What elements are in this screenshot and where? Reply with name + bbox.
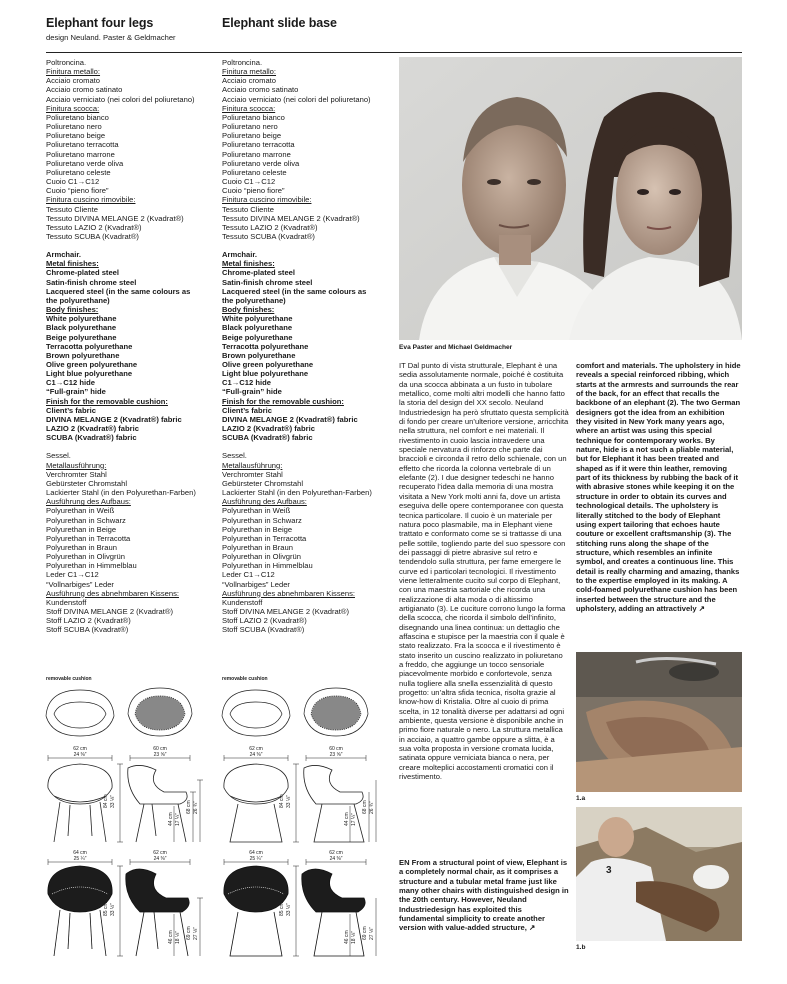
spec-item: the polyurethane): [222, 295, 286, 305]
spec-item: Polyurethan in Weiß: [46, 506, 115, 516]
text-english: EN From a structural point of view, Elephant is a completely normal chair, as it comprises a structure and a tubular metal frame just like many other chairs with distinguished design in the 20th century. However, Neuland Industriedesign has exploited this fundamental simplicity to create another version with value-added structure, ↗: [399, 858, 569, 933]
spec-item: Lackierter Stahl (in den Polyurethan-Farben): [222, 488, 372, 498]
spec-item: Polyurethan in Terracotta: [222, 533, 307, 543]
title-right: Elephant slide base: [222, 16, 337, 30]
workshop-photo-1b: [576, 807, 742, 941]
spec-item: Armchair.: [46, 250, 82, 260]
spec-item: Leder C1→C12: [46, 570, 99, 580]
spec-item: Beige polyurethane: [46, 332, 117, 342]
spec-heading: Ausführung des abnehmbaren Kissens:: [222, 588, 355, 598]
spec-item: Poliuretano marrone: [46, 149, 115, 159]
photo-label-1b: 1.b: [576, 944, 586, 951]
removable-cushion-label-left: removable cushion: [46, 676, 92, 682]
dim-height-total-r-in: 33 ⅛”: [286, 795, 292, 808]
text-italian-body: IT Dal punto di vista strutturale, Elephant è una sedia assolutamente normale, poiché è costituita da una scocca abbinata a un fusto in tubolare metallico, come molti altri modelli che hanno fatto la storia del design del XX secolo. Neuland Industriedesign ha però sfruttato questa semplicità di fondo per creare un’ulteriore versione, arricchita nella struttura, nel comfort e nei materiali. Il rivestimento in cuoio lascia intravedere una speciale nervatura di rinforzo che parte dai braccioli e circonda il retro dello schienale, con un effetto che ricorda la colonna vertebrale di un elefante (2). I due designer tedeschi ne hanno recuperato l’idea dalla memoria di una mostra visitata a New York molti anni fa, dove un artista eseguiva delle opere contemporanee con questa tecnica particolare. Il cuoio è un materiale per natura poco plasmabile, ma in Elephant viene trattato e conformato come se si trattasse di una pelle sottile, togliendo parte del suo spessore con dei passaggi di pietre abrasive sul retro e tendendolo sulla struttura, per fame emergere le curve ed i particolari tecnologici. Il rivestimento viene letteralmente cucito sul corpo di Elephant, con una maestria sartoriale che ricorda una realizzazione di alta moda o di altissimo artigianato (3). Le cuciture corrono lungo la forma della scocca, che ricorda il simbolo dell’infinito, disegnando una linea continua: un dettaglio che affascina e stupisce per la maestria con il quale è stato realizzato. Fra la scocca e il rivestimento è stato inserito un cuscino realizzato in poliuretano a freddo, che aggiunge un tocco sensoriale piacevolmente morbido e confortevole, senza nulla togliere alla snella essenzialità di questo progetto: un’altra sfida tecnica, risolta grazie al know-how di Kristalia. Oltre al cuoio di prima scelta, in 12 tonalità diverse per adattarsi ad ogni ambiente, questa versione è disponibile anche in primo fiore naturale o nero. La struttura metallica in acciaio, a quattro gambe oppure a slitta, è a sua volta proposta in versione cromata lucida, satinata oppure verniciata bianca o nera, per creare molteplici accostamenti cromatici con il rivestimento.: [399, 361, 569, 782]
spec-item: Poliuretano bianco: [46, 112, 109, 122]
spec-item: Verchromter Stahl: [222, 469, 283, 479]
spec-item: Kundenstoff: [46, 597, 87, 607]
spec-item: Poliuretano nero: [222, 122, 278, 132]
spec-item: Acciaio cromato: [222, 76, 277, 86]
spec-heading: Metallausführung:: [222, 460, 283, 470]
spec-item: “Full-grain” hide: [222, 387, 282, 397]
spec-item: “Vollnarbiges” Leder: [222, 579, 290, 589]
photo-label-1a: 1.a: [576, 795, 586, 802]
dim-arm-height-2-in: 27 ⅛”: [193, 927, 199, 940]
workshop-photo-1a: [576, 652, 742, 792]
spec-item: Tessuto LAZIO 2 (Kvadrat®): [222, 222, 318, 232]
spec-heading: Finitura cuscino rimovibile:: [222, 195, 312, 205]
spec-item: Verchromter Stahl: [46, 469, 107, 479]
spec-item: Poliuretano marrone: [222, 149, 291, 159]
spec-item: Light blue polyurethane: [46, 369, 133, 379]
spec-item: Client’s fabric: [46, 405, 96, 415]
dim-arm-height: 68 cm: [186, 800, 192, 814]
spec-heading: Finish for the removable cushion:: [222, 396, 344, 406]
spec-item: Polyurethan in Beige: [46, 524, 117, 534]
spec-item: Lacquered steel (in the same colours as: [222, 286, 367, 296]
spec-item: Cuoio C1→C12: [222, 177, 276, 187]
dim-front-width-2: 64 cm 25 ¼”: [73, 850, 87, 862]
spec-item: White polyurethane: [222, 314, 293, 324]
spec-item: Polyurethan in Braun: [222, 542, 293, 552]
spec-item: Polyurethan in Braun: [46, 542, 117, 552]
spec-item: Stoff DIVINA MELANGE 2 (Kvadrat®): [46, 607, 173, 617]
spec-heading: Finitura metallo:: [46, 67, 101, 77]
dim-height-total-2: 85 cm: [103, 902, 109, 916]
spec-item: Stoff DIVINA MELANGE 2 (Kvadrat®): [222, 607, 349, 617]
spec-item: Sessel.: [222, 451, 247, 461]
spec-item: Acciaio verniciato (nei colori del poliuretano): [46, 94, 195, 104]
spec-item: Stoff SCUBA (Kvadrat®): [46, 625, 129, 635]
spec-item: Terracotta polyurethane: [222, 341, 309, 351]
spec-column-slide-base: [222, 58, 394, 635]
dim-arm-height-r: 68 cm: [362, 800, 368, 814]
spec-item: Satin-finish chrome steel: [46, 277, 137, 287]
spec-item: DIVINA MELANGE 2 (Kvadrat®) fabric: [222, 414, 358, 424]
spec-item: White polyurethane: [46, 314, 117, 324]
dim-front-width: 62 cm 24 ⅜”: [73, 746, 87, 758]
spec-item: Poltroncina.: [46, 58, 87, 67]
spec-heading: Finitura metallo:: [222, 67, 277, 77]
spec-item: Gebürsteter Chromstahl: [222, 478, 304, 488]
spec-item: Light blue polyurethane: [222, 369, 309, 379]
spec-item: the polyurethane): [46, 295, 110, 305]
spec-item: Poliuretano terracotta: [46, 140, 119, 150]
spec-item: Polyurethan in Schwarz: [46, 515, 126, 525]
spec-item: Black polyurethane: [222, 323, 293, 333]
spec-item: Poliuretano terracotta: [222, 140, 295, 150]
spec-item: Leder C1→C12: [222, 570, 275, 580]
spec-item: Cuoio C1→C12: [46, 177, 100, 187]
spec-heading: Metal finishes:: [222, 259, 275, 269]
spec-item: Chrome-plated steel: [222, 268, 296, 278]
text-english-continued: comfort and materials. The upholstery in hide reveals a special reinforced ribbing, which starts at the armrests and surrounds the rear of the back, for an effect that recalls the backbone of an elephant (2). The two German designers got the idea from an exhibition they visited in New York many years ago, where an artist was using this special technique for contemporary works. By nature, hide is a not such a pliable material, but for Elephant it has been treated and shaped as if it were thin leather, removing part of its thickness by rubbing the back of it with abrasive stones while keeping it on the structure in order to obtain its curves and technological details. The upholstery is literally stitched to the body of Elephant using expert tailoring that echoes haute couture or excellent craftsmanship (3). The stitching runs along the shape of the structure, which resembles an infinite symbol, and creates a continuous line. This detail is really charming and amazing, thanks to the expertise employed in its making. A cold-foamed polyurethane cushion has been inserted between the structure and the upholstery, adding an attractively ↗: [576, 361, 741, 613]
spec-gap: [46, 241, 218, 250]
spec-item: “Vollnarbiges” Leder: [46, 579, 114, 589]
spec-item: Olive green polyurethane: [222, 360, 314, 369]
spec-item: Polyurethan in Himmelblau: [46, 561, 137, 571]
dim-front-width-r2: 64 cm 25 ¼”: [249, 850, 263, 862]
dim-front-width-r: 62 cm 24 ⅜”: [249, 746, 263, 758]
designers-portrait-photo: [399, 57, 742, 340]
spec-item: Polyurethan in Himmelblau: [222, 561, 313, 571]
spec-item: Brown polyurethane: [46, 350, 120, 360]
text-italian: [399, 361, 569, 781]
spec-item: Acciaio verniciato (nei colori del poliuretano): [222, 94, 371, 104]
spec-item: LAZIO 2 (Kvadrat®) fabric: [222, 424, 315, 434]
spec-heading: Ausführung des abnehmbaren Kissens:: [46, 588, 179, 598]
title-left: Elephant four legs: [46, 16, 154, 30]
spec-heading: Finish for the removable cushion:: [46, 396, 168, 406]
spec-gap: [222, 241, 394, 250]
dim-seat-height-r-in: 17 ¼”: [351, 813, 357, 826]
spec-item: Polyurethan in Beige: [222, 524, 293, 534]
dim-height-total-r2-in: 33 ½”: [286, 903, 292, 916]
spec-item: Lackierter Stahl (in den Polyurethan-Farben): [46, 488, 196, 498]
spec-item: SCUBA (Kvadrat®) fabric: [222, 433, 313, 443]
spec-item: Beige polyurethane: [222, 332, 293, 342]
dim-seat-height-2-in: 18 ⅛”: [175, 931, 181, 944]
dim-height-total-r2: 85 cm: [279, 902, 285, 916]
dim-seat-height-in: 17 ¼”: [175, 813, 181, 826]
spec-item: Poliuretano bianco: [222, 112, 285, 122]
spec-heading: Finitura scocca:: [222, 103, 276, 113]
spec-item: Poltroncina.: [222, 58, 263, 67]
side-view-chair: [128, 765, 187, 842]
spec-item: Polyurethan in Olivgrün: [222, 552, 301, 562]
spec-heading: Body finishes:: [46, 305, 99, 315]
dim-height-total-2-in: 33 ½”: [110, 903, 116, 916]
spec-item: Acciaio cromato: [46, 76, 101, 86]
spec-item: Acciaio cromo satinato: [222, 85, 299, 95]
spec-item: Acciaio cromo satinato: [46, 85, 123, 95]
spec-item: Poliuretano verde oliva: [222, 158, 300, 168]
dim-seat-height-r: 44 cm: [344, 812, 350, 826]
spec-item: Poliuretano celeste: [46, 167, 111, 177]
header-rule: [46, 52, 742, 53]
dim-height-total-in: 33 ⅛”: [110, 795, 116, 808]
spec-item: Sessel.: [46, 451, 71, 461]
spec-gap: [46, 442, 218, 451]
removable-cushion-label-right: removable cushion: [222, 676, 268, 682]
dim-height-total: 84 cm: [103, 794, 109, 808]
spec-item: Tessuto SCUBA (Kvadrat®): [46, 231, 139, 241]
spec-item: “Full-grain” hide: [46, 387, 106, 397]
dim-side-depth-2: 62 cm 24 ⅜”: [153, 850, 167, 862]
dim-side-depth-r: 60 cm 23 ⅝”: [329, 746, 343, 758]
spec-column-four-legs: [46, 58, 218, 635]
spec-gap: [222, 442, 394, 451]
plan-view-cushion-back: [128, 688, 192, 736]
spec-item: Polyurethan in Terracotta: [46, 533, 131, 543]
dim-arm-height-2: 69 cm: [186, 926, 192, 940]
spec-item: SCUBA (Kvadrat®) fabric: [46, 433, 137, 443]
spec-item: Polyurethan in Olivgrün: [46, 552, 125, 562]
dim-arm-height-r-in: 26 ¾”: [369, 801, 375, 814]
spec-item: Kundenstoff: [222, 597, 263, 607]
dim-seat-height-r2-in: 18 ⅛”: [351, 931, 357, 944]
spec-heading: Finitura scocca:: [46, 103, 100, 113]
spec-item: C1→C12 hide: [46, 378, 95, 388]
spec-item: Cuoio “pieno fiore”: [222, 186, 285, 196]
dim-side-depth-r2: 62 cm 24 ⅜”: [329, 850, 343, 862]
spec-item: Poliuretano beige: [222, 131, 282, 141]
svg-text:3: 3: [606, 865, 612, 876]
spec-item: Tessuto LAZIO 2 (Kvadrat®): [46, 222, 142, 232]
dim-seat-height: 44 cm: [168, 812, 174, 826]
spec-item: Stoff SCUBA (Kvadrat®): [222, 625, 305, 635]
spec-item: Polyurethan in Weiß: [222, 506, 291, 516]
spec-heading: Ausführung des Aufbaus:: [222, 497, 307, 507]
dim-arm-height-r2-in: 27 ⅛”: [369, 927, 375, 940]
dim-seat-height-r2: 46 cm: [344, 930, 350, 944]
spec-heading: Ausführung des Aufbaus:: [46, 497, 131, 507]
spec-item: Polyurethan in Schwarz: [222, 515, 302, 525]
spec-item: DIVINA MELANGE 2 (Kvadrat®) fabric: [46, 414, 182, 424]
spec-item: Stoff LAZIO 2 (Kvadrat®): [46, 616, 131, 626]
spec-item: Gebürsteter Chromstahl: [46, 478, 128, 488]
spec-heading: Metal finishes:: [46, 259, 99, 269]
spec-item: Tessuto DIVINA MELANGE 2 (Kvadrat®): [222, 213, 360, 223]
spec-item: Tessuto Cliente: [46, 204, 98, 214]
spec-item: Client’s fabric: [222, 405, 272, 415]
dim-seat-height-2: 46 cm: [168, 930, 174, 944]
dim-side-depth: 60 cm 23 ⅝”: [153, 746, 167, 758]
spec-item: Terracotta polyurethane: [46, 341, 133, 351]
spec-item: C1→C12 hide: [222, 378, 271, 388]
spec-item: Lacquered steel (in the same colours as: [46, 286, 191, 296]
spec-heading: Body finishes:: [222, 305, 275, 315]
spec-item: Chrome-plated steel: [46, 268, 120, 278]
spec-item: Poliuretano beige: [46, 131, 106, 141]
spec-item: Tessuto SCUBA (Kvadrat®): [222, 231, 315, 241]
spec-item: Cuoio “pieno fiore”: [46, 186, 109, 196]
spec-item: Stoff LAZIO 2 (Kvadrat®): [222, 616, 307, 626]
photo-caption: Eva Paster and Michael Geldmacher: [399, 344, 513, 351]
spec-item: Tessuto DIVINA MELANGE 2 (Kvadrat®): [46, 213, 184, 223]
spec-heading: Finitura cuscino rimovibile:: [46, 195, 136, 205]
plan-view-cushion-front: [46, 690, 114, 736]
spec-item: Poliuretano verde oliva: [46, 158, 124, 168]
dim-arm-height-r2: 69 cm: [362, 926, 368, 940]
subtitle-designer: design Neuland. Paster & Geldmacher: [46, 33, 176, 42]
spec-item: LAZIO 2 (Kvadrat®) fabric: [46, 424, 139, 434]
spec-item: Tessuto Cliente: [222, 204, 274, 214]
spec-item: Armchair.: [222, 250, 258, 260]
spec-heading: Metallausführung:: [46, 460, 107, 470]
spec-item: Black polyurethane: [46, 323, 117, 333]
spec-item: Poliuretano nero: [46, 122, 102, 132]
dim-arm-height-in: 26 ¾”: [193, 801, 199, 814]
spec-item: Brown polyurethane: [222, 350, 296, 360]
spec-item: Olive green polyurethane: [46, 360, 138, 369]
spec-item: Poliuretano celeste: [222, 167, 287, 177]
dim-height-total-r: 84 cm: [279, 794, 285, 808]
spec-item: Satin-finish chrome steel: [222, 277, 313, 287]
